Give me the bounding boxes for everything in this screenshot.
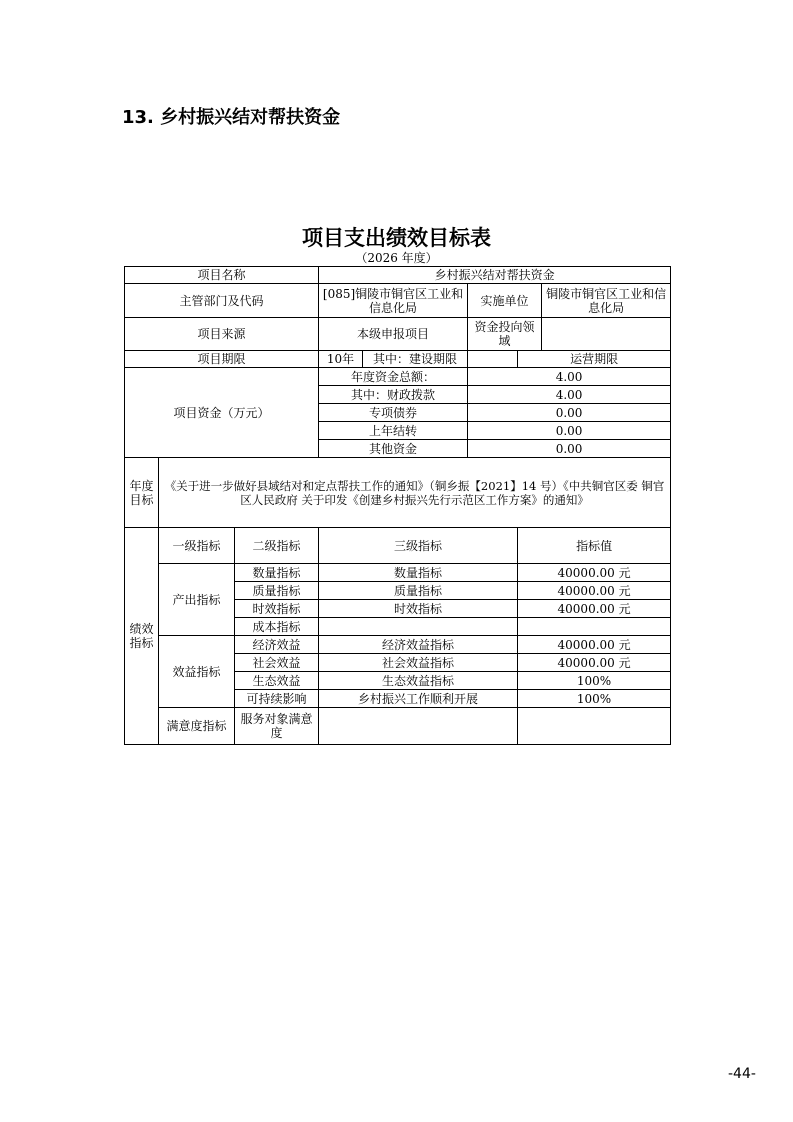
table-row — [125, 368, 671, 386]
l3-cell — [319, 618, 518, 636]
value-cell: 100% — [518, 690, 671, 708]
table-row — [125, 267, 671, 284]
l2-cell: 数量指标 — [235, 564, 319, 582]
period-value: 10年 — [319, 351, 363, 368]
header-value: 指标值 — [518, 528, 671, 564]
table-year: （2026 年度） — [355, 251, 438, 265]
table-row — [125, 458, 671, 528]
objective-text: 《关于进一步做好县域结对和定点帮扶工作的通知》（铜乡振【2021】14 号）《中共铜官区委 铜官区人民政府 关于印发《创建乡村振兴先行示范区工作方案》的通知》 — [159, 458, 671, 528]
l2-cell: 生态效益 — [235, 672, 319, 690]
dept-value: [085]铜陵市铜官区工业和信息化局 — [319, 284, 468, 318]
value-cell: 40000.00 元 — [518, 600, 671, 618]
fund-item-label: 专项债券 — [319, 404, 468, 422]
dept-label: 主管部门及代码 — [125, 284, 319, 318]
header-l2: 二级指标 — [235, 528, 319, 564]
objective-label: 年度目标 — [125, 458, 159, 528]
build-label: 其中：建设期限 — [363, 351, 468, 368]
l3-cell: 质量指标 — [319, 582, 518, 600]
build-value — [468, 351, 518, 368]
value-cell: 100% — [518, 672, 671, 690]
table-row — [125, 284, 671, 318]
value-cell: 40000.00 元 — [518, 636, 671, 654]
value-cell — [518, 618, 671, 636]
impl-value: 铜陵市铜官区工业和信息化局 — [542, 284, 671, 318]
l2-cell: 服务对象满意度 — [235, 708, 319, 745]
fund-item-value: 4.00 — [468, 386, 671, 404]
value-cell: 40000.00 元 — [518, 654, 671, 672]
fund-item-value: 4.00 — [468, 368, 671, 386]
l2-cell: 成本指标 — [235, 618, 319, 636]
direction-value — [542, 318, 671, 351]
project-name-value: 乡村振兴结对帮扶资金 — [319, 267, 671, 284]
table-row — [125, 636, 671, 654]
performance-table — [124, 266, 671, 745]
funds-label: 项目资金（万元） — [125, 368, 319, 458]
l3-cell: 经济效益指标 — [319, 636, 518, 654]
period-label: 项目期限 — [125, 351, 319, 368]
fund-item-label: 年度资金总额： — [319, 368, 468, 386]
fund-item-label: 上年结转 — [319, 422, 468, 440]
table-row — [125, 528, 671, 564]
indicators-label: 绩效指标 — [125, 528, 159, 745]
table-row — [125, 708, 671, 745]
value-cell: 40000.00 元 — [518, 564, 671, 582]
benefit-label: 效益指标 — [159, 636, 235, 708]
fund-item-label: 其中：财政拨款 — [319, 386, 468, 404]
section-heading: 13. 乡村振兴结对帮扶资金 — [122, 107, 341, 128]
l2-cell: 时效指标 — [235, 600, 319, 618]
l2-cell: 可持续影响 — [235, 690, 319, 708]
op-label: 运营期限 — [518, 351, 671, 368]
l3-cell: 社会效益指标 — [319, 654, 518, 672]
fund-item-value: 0.00 — [468, 422, 671, 440]
source-label: 项目来源 — [125, 318, 319, 351]
header-l1: 一级指标 — [159, 528, 235, 564]
l3-cell: 时效指标 — [319, 600, 518, 618]
source-value: 本级申报项目 — [319, 318, 468, 351]
table-row — [125, 351, 671, 368]
l3-cell: 生态效益指标 — [319, 672, 518, 690]
table-title: 项目支出绩效目标表 — [302, 226, 491, 250]
table-row — [125, 564, 671, 582]
project-name-label: 项目名称 — [125, 267, 319, 284]
l3-cell: 乡村振兴工作顺利开展 — [319, 690, 518, 708]
satisfaction-label: 满意度指标 — [159, 708, 235, 745]
l3-cell — [319, 708, 518, 745]
fund-item-label: 其他资金 — [319, 440, 468, 458]
fund-item-value: 0.00 — [468, 404, 671, 422]
l2-cell: 质量指标 — [235, 582, 319, 600]
value-cell: 40000.00 元 — [518, 582, 671, 600]
fund-item-value: 0.00 — [468, 440, 671, 458]
value-cell — [518, 708, 671, 745]
output-label: 产出指标 — [159, 564, 235, 636]
page-number: -44- — [728, 1066, 756, 1082]
direction-label: 资金投向领域 — [468, 318, 542, 351]
impl-label: 实施单位 — [468, 284, 542, 318]
table-row — [125, 318, 671, 351]
l2-cell: 经济效益 — [235, 636, 319, 654]
l2-cell: 社会效益 — [235, 654, 319, 672]
header-l3: 三级指标 — [319, 528, 518, 564]
l3-cell: 数量指标 — [319, 564, 518, 582]
